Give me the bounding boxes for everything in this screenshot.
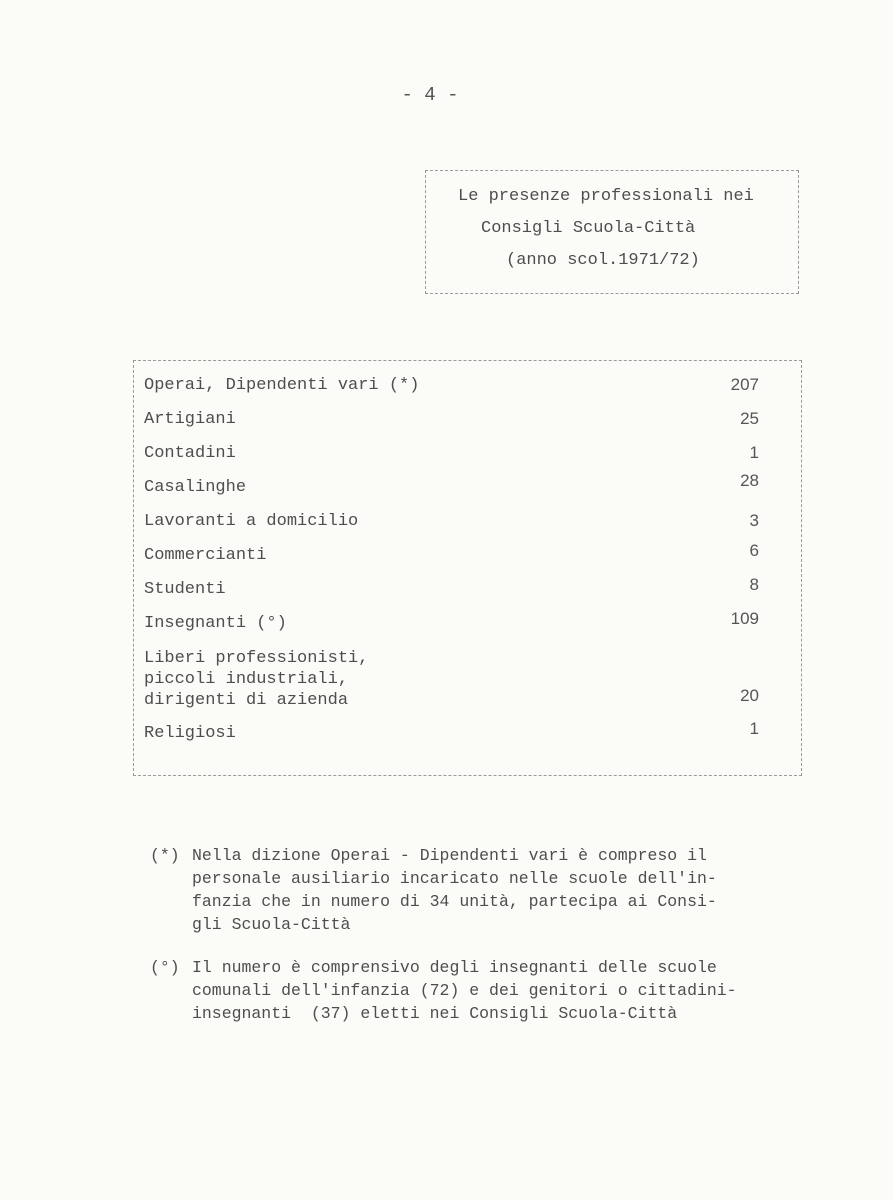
row-label: Religiosi bbox=[144, 724, 236, 743]
row-value: 28 bbox=[740, 471, 759, 490]
row-label: Lavoranti a domicilio bbox=[144, 512, 359, 531]
page-number: - 4 - bbox=[401, 84, 459, 106]
row-value: 3 bbox=[749, 511, 759, 530]
footnote-mark: (°) bbox=[150, 958, 180, 977]
row-value: 20 bbox=[740, 686, 759, 705]
row-label: Casalinghe bbox=[144, 478, 247, 497]
row-label: Studenti bbox=[144, 580, 226, 599]
row-value: 1 bbox=[749, 719, 759, 738]
data-table bbox=[133, 360, 802, 776]
row-value: 6 bbox=[749, 541, 759, 560]
row-label: Contadini bbox=[144, 444, 236, 463]
row-value: 109 bbox=[730, 609, 759, 628]
footnote-mark: (*) bbox=[150, 846, 180, 865]
row-value: 8 bbox=[749, 575, 759, 594]
row-value: 25 bbox=[740, 409, 759, 428]
title-line-3: (anno scol.1971/72) bbox=[506, 251, 700, 270]
row-label: Liberi professionisti, piccoli industriali, dirigenti di azienda bbox=[144, 649, 369, 710]
row-value: 207 bbox=[730, 375, 759, 394]
row-label: Operai, Dipendenti vari (*) bbox=[144, 376, 420, 395]
row-value: 1 bbox=[749, 443, 759, 462]
row-label: Insegnanti (°) bbox=[144, 614, 287, 633]
title-line-2: Consigli Scuola-Città bbox=[481, 219, 696, 238]
footnote-text: Il numero è comprensivo degli insegnanti delle scuole comunali dell'infanzia (72) e dei genitori o cittadini- insegnanti (37) eletti nei Consigli Scuola-Città bbox=[192, 958, 737, 1023]
row-label: Commercianti bbox=[144, 546, 267, 565]
footnote-text: Nella dizione Operai - Dipendenti vari è compreso il personale ausiliario incaricato nelle scuole dell'in- fanzia che in numero di 34 unità, partecipa ai Consi- gli Scuola-Città bbox=[192, 846, 717, 934]
row-label: Artigiani bbox=[144, 410, 236, 429]
title-box bbox=[425, 170, 799, 294]
title-line-1: Le presenze professionali nei bbox=[458, 187, 754, 206]
